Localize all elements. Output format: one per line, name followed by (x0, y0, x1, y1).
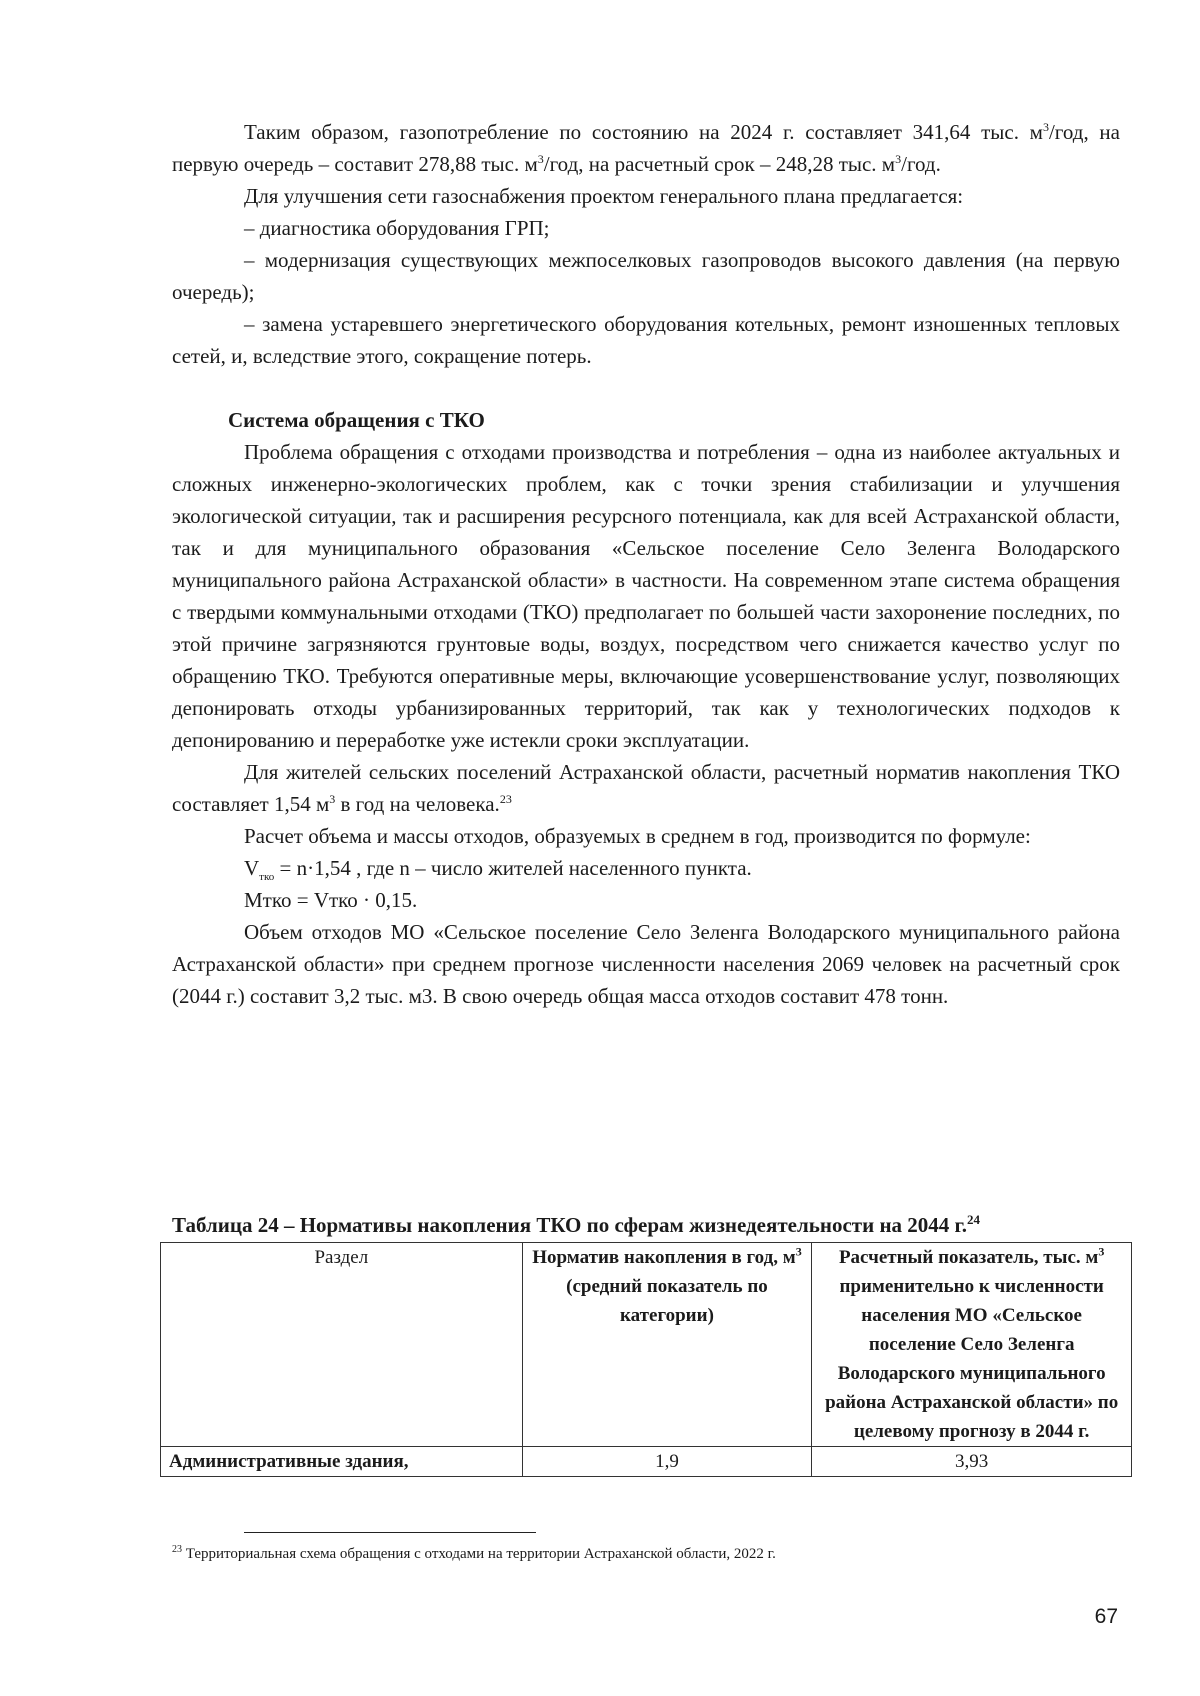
table-caption: Таблица 24 – Нормативы накопления ТКО по сферам жизнедеятельности на 2044 г.$^{24}$ (172, 1212, 980, 1237)
paragraph-waste-problem: Проблема обращения с отходами производства и потребления – одна из наиболее актуальных и сложных инженерно-экологических проблем, как с точки зрения стабилизации и улучшения экологической ситуации, так и расширения ресурсного потенциала, как для всей Астраханской области, так и для муниципального образования «Сельское поселение Село Зеленга Володарского муниципального района Астраханской области» в частности. На современном этапе система обращения с твердыми коммунальными отходами (ТКО) предполагает по большей части захоронение последних, по этой причине загрязняются грунтовые воды, воздух, посредством чего снижается качество услуг по обращению ТКО. Требуются оперативные меры, включающие усовершенствование услуг, позволяющих депонировать отходы урбанизированных территорий, так как у технологических подходов к депонированию и переработке уже истекли сроки эксплуатации. (172, 440, 1120, 752)
footnote-ref-23[interactable]: 23 (499, 792, 512, 806)
formula-mass: Мтко = Vтко · 0,15. (244, 888, 418, 912)
body-text (172, 116, 1120, 1012)
paragraph-gas-consumption: Таким образом, газопотребление по состоянию на 2024 г. составляет 341,64 тыс. $м^3$/год, на первую очередь – составит 278,88 тыс. $м^3$/год, на расчетный срок – 248,28 тыс. $м^3$/год. (172, 120, 1120, 176)
header-calculated: Расчетный показатель, тыс. $м^3$ применительно к численности населения МО «Сельское поселение Село Зеленга Володарского муниципального района Астраханской области» по целевому прогнозу в 2044 г. (812, 1243, 1132, 1447)
formula-volume: $V_{тко} = n\cdot 1,54$ , где n – число жителей населенного пункта. (244, 856, 752, 884)
paragraph-waste-volume: Объем отходов МО «Сельское поселение Село Зеленга Володарского муниципального района Астраханской области» при среднем прогнозе численности населения 2069 человек на расчетный срок (2044 г.) составит 3,2 тыс. м3. В свою очередь общая масса отходов составит 478 тонн. (172, 920, 1120, 1008)
cell-section: Административные здания, (161, 1447, 523, 1477)
footnote-23: $^{23}$ Территориальная схема обращения с отходами на территории Астраханской области, 2022 г. (172, 1544, 776, 1562)
footnote-ref-24[interactable]: 24 (966, 1212, 980, 1227)
table-row (161, 1447, 1132, 1477)
section-heading-tko: Система обращения с ТКО (228, 408, 485, 432)
list-item-grp-diagnostics: – диагностика оборудования ГРП; (244, 216, 550, 240)
norms-table (160, 1242, 1132, 1477)
list-item-pipeline-modernization: – модернизация существующих межпоселковых газопроводов высокого давления (на первую очередь); (172, 248, 1120, 304)
paragraph-formula-intro: Расчет объема и массы отходов, образуемых в среднем в год, производится по формуле: (244, 824, 1031, 848)
cell-norm: 1,9 (522, 1447, 812, 1477)
header-norm: Норматив накопления в год, $м^3$ (средний показатель по категории) (522, 1243, 812, 1447)
paragraph-accumulation-norm: Для жителей сельских поселений Астраханской области, расчетный норматив накопления ТКО составляет 1,54 $м^3$ в год на человека.$^{23}$ (172, 760, 1120, 816)
table-header-row (161, 1243, 1132, 1447)
footnote-divider (244, 1532, 536, 1533)
cell-calculated: 3,93 (812, 1447, 1132, 1477)
page-number: 67 (1094, 1605, 1118, 1628)
header-section: Раздел (161, 1243, 523, 1447)
paragraph-gas-proposals: Для улучшения сети газоснабжения проектом генерального плана предлагается: (244, 184, 964, 208)
list-item-equipment-replacement: – замена устаревшего энергетического оборудования котельных, ремонт изношенных тепловых сетей, и, вследствие этого, сокращение потерь. (172, 312, 1120, 368)
